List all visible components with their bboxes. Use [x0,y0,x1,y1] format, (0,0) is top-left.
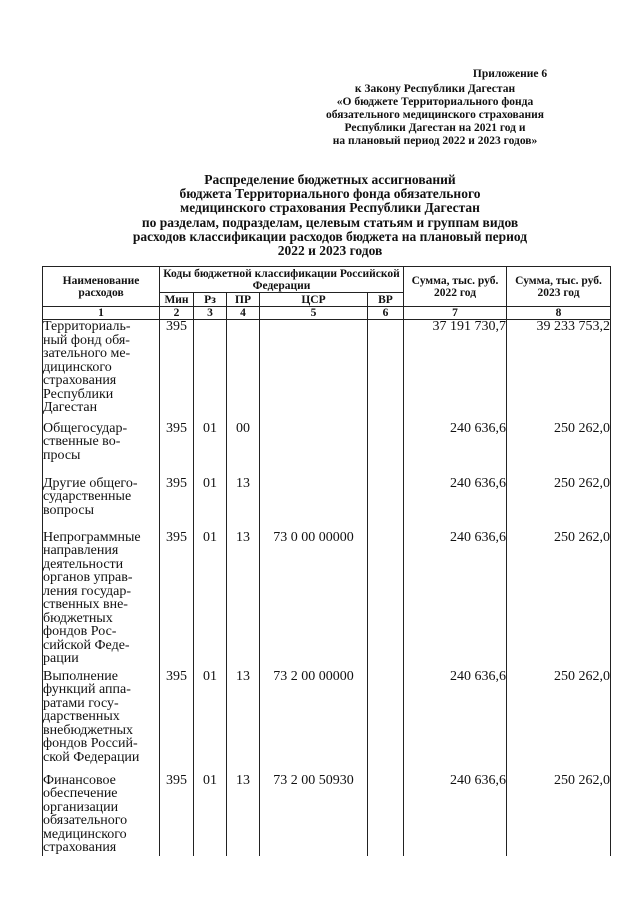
cell-sum-2023: 250 262,0 [507,670,611,774]
appendix-header [270,68,600,148]
cell-vr [368,320,404,422]
cell-vr [368,670,404,774]
cell-csr [260,320,368,422]
row-name [43,320,160,422]
name-line: дарственных [43,709,120,724]
row-name [43,477,160,531]
cell-min: 395 [160,774,194,856]
name-line: вопросы [43,502,94,518]
name-line: Другие общего- [43,475,138,491]
title-line: расходов классификации расходов бюджета на плановый период [132,228,528,244]
title-line: 2022 и 2023 годов [277,243,383,259]
cell-pr: 13 [227,477,260,531]
cell-pr: 00 [227,422,260,477]
name-line: ственных вне- [43,597,128,612]
cell-csr: 73 2 00 50930 [260,774,368,856]
cell-pr [227,320,260,422]
name-line: внебюджетных [43,722,134,738]
document-title [95,173,565,258]
header-rz: Рз [194,293,227,307]
title-line: Распределение бюджетных ассигнований [204,172,456,187]
column-number: 1 [43,307,160,320]
budget-table [42,266,611,856]
name-line: страхования [43,373,117,388]
appendix-title: Приложение 6 [472,68,548,80]
name-line: Общегосудар- [43,420,128,436]
name-line: организации [43,799,119,815]
header-vr: ВР [368,293,404,307]
column-number: 8 [507,307,611,320]
cell-rz [194,320,227,422]
name-line: ратами госу- [43,695,119,711]
cell-min: 395 [160,320,194,422]
header-sum-2022: Сумма, тыс. руб. 2022 год [404,267,507,307]
cell-min: 395 [160,477,194,531]
cell-sum-2023: 250 262,0 [507,531,611,670]
cell-vr [368,477,404,531]
name-line: зательного ме- [43,346,131,361]
cell-pr: 13 [227,531,260,670]
cell-rz: 01 [194,774,227,856]
cell-vr [368,422,404,477]
title-line: медицинского страхования Республики Дагестан [180,200,480,216]
appendix-line: на плановый период 2022 и 2023 годов» [332,135,538,147]
cell-rz: 01 [194,670,227,774]
name-line: сударственные [43,489,132,504]
cell-sum-2023: 250 262,0 [507,422,611,477]
cell-rz: 01 [194,531,227,670]
cell-sum-2023: 250 262,0 [507,477,611,531]
appendix-line: «О бюджете Территориального фонда [336,96,534,108]
cell-sum-2022: 240 636,6 [404,670,507,774]
cell-sum-2022: 240 636,6 [404,422,507,477]
header-name: Наименование расходов [43,267,160,307]
name-line: страхования [43,840,117,855]
name-line: бюджетных [43,610,113,626]
name-line: ный фонд обя- [43,332,130,348]
cell-min: 395 [160,531,194,670]
table-row [43,477,611,531]
row-name [43,670,160,774]
name-line: Финансовое [43,772,116,788]
name-line: органов управ- [43,570,133,585]
name-line: обязательного [43,813,128,828]
cell-csr: 73 2 00 00000 [260,670,368,774]
name-line: ления государ- [43,583,132,599]
name-line: направления [43,543,119,558]
name-line: Дагестан [43,400,98,415]
title-line: по разделам, подразделам, целевым статьям и группам видов [141,214,519,230]
table-row [43,422,611,477]
cell-sum-2022: 240 636,6 [404,774,507,856]
cell-vr [368,531,404,670]
name-line: Территориаль- [43,319,131,334]
name-line: просы [43,447,81,463]
cell-sum-2023: 250 262,0 [507,774,611,856]
name-line: дицинского [43,359,112,375]
cell-sum-2023: 39 233 753,2 [507,320,611,422]
column-number: 6 [368,307,404,320]
cell-pr: 13 [227,774,260,856]
name-line: Непрограммные [43,529,141,545]
row-name [43,531,160,670]
cell-rz: 01 [194,422,227,477]
name-line: фондов Рос- [43,624,117,639]
cell-csr [260,477,368,531]
header-codes: Коды бюджетной классификации Российской Федерации [160,267,404,293]
name-line: обеспечение [43,786,118,801]
column-number: 4 [227,307,260,320]
cell-csr: 73 0 00 00000 [260,531,368,670]
name-line: функций аппа- [43,682,131,697]
column-number: 2 [160,307,194,320]
header-sum-2023: Сумма, тыс. руб. 2023 год [507,267,611,307]
cell-csr [260,422,368,477]
cell-sum-2022: 240 636,6 [404,531,507,670]
cell-sum-2022: 37 191 730,7 [404,320,507,422]
cell-min: 395 [160,422,194,477]
table-row [43,774,611,856]
column-number: 5 [260,307,368,320]
name-line: сийской Феде- [43,637,130,653]
header-pr: ПР [227,293,260,307]
header-csr: ЦСР [260,293,368,307]
cell-rz: 01 [194,477,227,531]
table-row [43,531,611,670]
header-min: Мин [160,293,194,307]
name-line: рации [43,651,79,666]
name-line: Выполнение [43,668,118,684]
row-name [43,774,160,856]
name-line: деятельности [43,556,124,572]
cell-sum-2022: 240 636,6 [404,477,507,531]
name-line: ской Федерации [43,749,140,765]
appendix-line: к Закону Республики Дагестан [354,83,516,95]
cell-vr [368,774,404,856]
appendix-line: обязательного медицинского страхования [326,109,544,121]
cell-min: 395 [160,670,194,774]
column-number: 7 [404,307,507,320]
row-name [43,422,160,477]
cell-pr: 13 [227,670,260,774]
title-line: бюджета Территориального фонда обязательного [179,186,481,202]
column-number: 3 [194,307,227,320]
table-row [43,320,611,422]
name-line: ственные во- [43,434,121,449]
name-line: фондов Россий- [43,736,138,751]
name-line: медицинского [43,826,127,842]
appendix-line: Республики Дагестан на 2021 год и [344,122,526,134]
table-row [43,670,611,774]
name-line: Республики [43,386,114,402]
